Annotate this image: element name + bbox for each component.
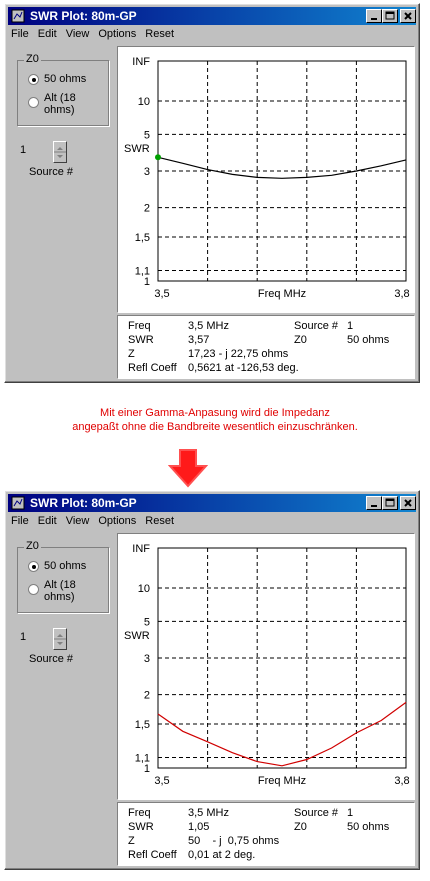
radio-alt-ohms-label-2: ohms) [44,591,75,603]
y-tick-label: 1 [143,276,150,288]
source-label: Source # [29,653,74,665]
close-button[interactable] [400,9,416,23]
y-tick-label: 1,1 [134,265,150,278]
app-icon [11,496,25,510]
refl-coeff-value: 0,01 at 2 deg. [188,849,256,861]
y-tick-label: 1,1 [134,752,150,765]
source-info-value: 1 [347,320,354,332]
app-icon [11,9,25,23]
swr-label: SWR [128,334,154,346]
source-number: 1 [20,144,27,156]
y-axis-label: SWR [124,629,150,642]
radio-50-ohms[interactable] [28,74,39,85]
freq-value: 3,5 MHz [188,807,229,819]
x-axis-label: Freq MHz [257,288,307,300]
maximize-button[interactable] [382,9,398,23]
down-arrow-icon [168,448,208,488]
y-tick-label: 1,5 [134,232,150,244]
caption-line-2: angepaßt ohne die Bandbreite wesentlich einzuschränken. [72,421,358,433]
title-bar[interactable] [8,494,416,512]
swr-curve [158,157,406,178]
spinner-arrows-icon [54,629,66,649]
window-title: SWR Plot: 80m-GP [30,496,137,510]
swr-plot [117,533,415,800]
z0-info-value: 50 ohms [347,821,390,833]
x-tick-label: 3,5 [154,775,170,787]
y-tick-label: 2 [143,689,150,702]
y-tick-label: 10 [137,583,150,595]
menu-file[interactable]: File [11,28,29,40]
z-label: Z [128,348,135,360]
swr-curve [158,702,406,765]
y-tick-label: 3 [143,166,150,178]
radio-alt-ohms[interactable] [28,584,39,595]
swr-chart [118,534,414,799]
cursor-marker [155,154,161,160]
freq-label: Freq [128,807,151,819]
y-tick-label: 1,5 [134,719,150,731]
menu-bar [11,515,183,531]
left-panel [8,533,110,866]
freq-label: Freq [128,320,151,332]
menu-edit[interactable]: Edit [37,28,57,40]
y-axis-label: SWR [124,142,150,155]
y-tick-label: INF [132,543,150,555]
swr-label: SWR [128,821,154,833]
source-spinner[interactable] [53,628,67,650]
y-tick-label: 5 [143,129,150,142]
z0-info-value: 50 ohms [347,334,390,346]
y-tick-label: 10 [137,96,150,108]
x-tick-label: 3,8 [394,288,410,300]
minimize-button[interactable] [366,9,382,23]
menu-edit[interactable]: Edit [37,515,57,527]
source-info-value: 1 [347,807,354,819]
menu-view[interactable]: View [65,515,90,527]
menu-options[interactable]: Options [98,515,137,527]
y-tick-label: INF [132,56,150,68]
menu-reset[interactable]: Reset [145,28,175,40]
maximize-button[interactable] [382,496,398,510]
radio-alt-ohms-label-1: Alt (18 [44,579,76,591]
swr-value: 1,05 [188,821,210,833]
close-button[interactable] [400,496,416,510]
menu-bar [11,28,183,44]
source-number: 1 [20,631,27,643]
z0-info-label: Z0 [294,821,307,833]
source-label: Source # [29,166,74,178]
caption [0,406,430,434]
y-tick-label: 1 [143,763,150,775]
swr-chart [118,47,414,312]
refl-coeff-label: Refl Coeff [128,849,177,861]
menu-reset[interactable]: Reset [145,515,175,527]
info-panel [117,315,415,379]
z0-group-label: Z0 [26,53,39,65]
z0-group-label: Z0 [26,540,39,552]
z0-info-label: Z0 [294,334,307,346]
menu-file[interactable]: File [11,515,29,527]
radio-alt-ohms[interactable] [28,97,39,108]
z-value: 17,23 - j 22,75 ohms [188,348,289,360]
swr-plot [117,46,415,313]
radio-alt-ohms-label-2: ohms) [44,104,75,116]
menu-view[interactable]: View [65,28,90,40]
x-axis-label: Freq MHz [257,775,307,787]
info-panel [117,802,415,866]
swr-window-top [4,3,420,383]
source-spinner[interactable] [53,141,67,163]
x-tick-label: 3,8 [394,775,410,787]
minimize-button[interactable] [366,496,382,510]
menu-options[interactable]: Options [98,28,137,40]
swr-value: 3,57 [188,334,210,346]
left-panel [8,46,110,379]
y-tick-label: 3 [143,653,150,665]
source-info-label: Source # [294,320,339,332]
window-title: SWR Plot: 80m-GP [30,9,137,23]
radio-50-ohms-label: 50 ohms [44,560,87,572]
y-tick-label: 5 [143,616,150,629]
radio-alt-ohms-label-1: Alt (18 [44,92,76,104]
y-tick-label: 2 [143,202,150,215]
swr-window-bottom [4,490,420,870]
refl-coeff-label: Refl Coeff [128,362,177,374]
title-bar[interactable] [8,7,416,25]
refl-coeff-value: 0,5621 at -126,53 deg. [188,362,299,374]
radio-50-ohms-label: 50 ohms [44,73,87,85]
freq-value: 3,5 MHz [188,320,229,332]
z-value: 50 - j 0,75 ohms [188,835,280,847]
radio-50-ohms[interactable] [28,561,39,572]
source-info-label: Source # [294,807,339,819]
x-tick-label: 3,5 [154,288,170,300]
spinner-arrows-icon [54,142,66,162]
z-label: Z [128,835,135,847]
caption-line-1: Mit einer Gamma-Anpasung wird die Impedanz [100,407,330,419]
